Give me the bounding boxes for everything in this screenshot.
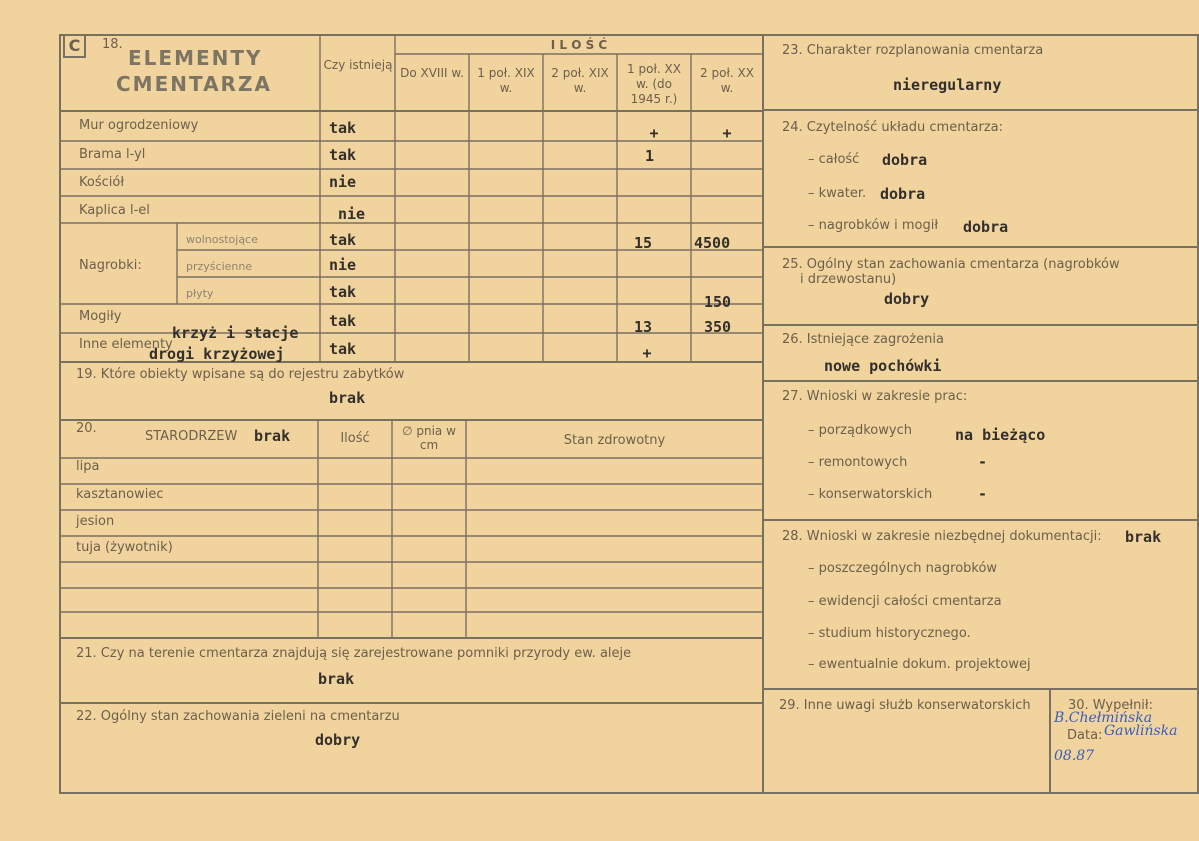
nagrobki-label: Nagrobki: [79, 258, 142, 273]
trees-col-header: Stan zdrowotny [563, 433, 666, 448]
row-label: wolnostojące [186, 233, 258, 246]
row-label: Mur ogrodzeniowy [79, 118, 199, 133]
tree-species: jesion [76, 514, 115, 529]
layout-character-value: nieregularny [893, 76, 1002, 94]
row-label: Kaplica l-el [79, 203, 150, 218]
other-typed-line2: drogi krzyżowej [149, 345, 285, 363]
works-item-value: na bieżąco [955, 426, 1046, 444]
monuments-value: brak [318, 670, 355, 688]
period-header: 1 poł. XX w. (do 1945 r.) [627, 62, 681, 106]
trees-col-header: Ilość [340, 431, 370, 446]
other-typed-line1: krzyż i stacje [172, 324, 299, 342]
period-header: 2 poł. XX w. [700, 66, 754, 95]
row-label: Kościół [79, 175, 125, 190]
row-label: Brama l-yl [79, 147, 146, 162]
quantity-value: 150 [704, 293, 732, 311]
period-header: Do XVIII w. [400, 66, 464, 80]
tree-species: lipa [76, 459, 100, 474]
date-label: Data: [1067, 728, 1103, 743]
readability-label: 24. Czytelność układu cmentarza: [782, 120, 1004, 135]
trees-col-header: ∅ pnia w cm [402, 424, 456, 452]
registry-value: brak [329, 389, 366, 407]
exists-header: Czy istnieją [323, 58, 393, 72]
readability-item-label: – nagrobków i mogił [808, 218, 939, 233]
works-item-value: - [978, 453, 988, 471]
layout-character-label: 23. Charakter rozplanowania cmentarza [782, 43, 1044, 58]
date-value: 08.87 [1054, 748, 1095, 764]
old-trees-value: brak [254, 427, 291, 445]
threats-value: nowe pochówki [824, 357, 942, 375]
quantity-value: + [722, 124, 732, 142]
readability-item-value: dobra [882, 151, 928, 169]
works-item-label: – porządkowych [808, 423, 912, 438]
quantity-value: 4500 [694, 234, 731, 252]
period-header: 1 poł. XIX w. [477, 66, 535, 95]
quantity-value: 15 [634, 234, 653, 252]
row-label: płyty [186, 287, 214, 300]
works-item-label: – remontowych [808, 455, 908, 470]
row-label: przyścienne [186, 260, 253, 273]
works-item-label: – konserwatorskich [808, 487, 933, 502]
documentation-value: brak [1125, 528, 1162, 546]
exists-value: tak [329, 119, 357, 137]
title-line1: ELEMENTY [128, 46, 263, 70]
exists-value: tak [329, 312, 357, 330]
exists-value: nie [338, 205, 366, 223]
threats-label: 26. Istniejące zagrożenia [782, 332, 944, 347]
old-trees-number: 20. [76, 421, 97, 436]
row-label: Inne elementy [79, 337, 173, 352]
readability-item-value: dobra [963, 218, 1009, 236]
title-line2: CMENTARZA [116, 72, 272, 96]
section-number-18: 18. [102, 37, 123, 52]
condition-label: 25. Ogólny stan zachowania cmentarza (nagrobków [782, 257, 1120, 272]
readability-item-label: – kwater. [808, 186, 867, 201]
documentation-item: – studium historycznego. [808, 626, 971, 641]
readability-item-value: dobra [880, 185, 926, 203]
condition-label-line2: i drzewostanu) [800, 272, 897, 287]
condition-value: dobry [884, 290, 930, 308]
exists-value: nie [329, 256, 357, 274]
quantity-value: 1 [645, 147, 655, 165]
remarks-label: 29. Inne uwagi służb konserwatorskich [779, 698, 1031, 713]
registry-label: 19. Które obiekty wpisane są do rejestru zabytków [76, 367, 405, 382]
exists-value: tak [329, 340, 357, 358]
documentation-item: – poszczególnych nagrobków [808, 561, 998, 576]
old-trees-label: STARODRZEW [145, 429, 238, 444]
monuments-label: 21. Czy na terenie cmentarza znajdują się zarejestrowane pomniki przyrody ew. aleje [76, 646, 632, 661]
quantity-value: 350 [704, 318, 732, 336]
works-label: 27. Wnioski w zakresie prac: [782, 389, 968, 404]
quantity-value: + [649, 124, 659, 142]
row-label: Mogiły [79, 309, 122, 324]
works-item-value: - [978, 485, 988, 503]
greenery-value: dobry [315, 731, 361, 749]
date-signature: Gawlińska [1104, 723, 1178, 739]
quantity-value: 13 [634, 318, 653, 336]
documentation-item: – ewidencji całości cmentarza [808, 594, 1002, 609]
filled-by-label: 30. Wypełnił: [1068, 698, 1153, 713]
category-box: C [63, 34, 86, 58]
period-header: 2 poł. XIX w. [551, 66, 609, 95]
exists-value: nie [329, 173, 357, 191]
readability-item-label: – całość [808, 152, 860, 167]
tree-species: tuja (żywotnik) [76, 540, 173, 555]
quantity-header: I L O Ś Ć [550, 38, 608, 52]
greenery-label: 22. Ogólny stan zachowania zieleni na cmentarzu [76, 709, 400, 724]
exists-value: tak [329, 231, 357, 249]
exists-value: tak [329, 146, 357, 164]
exists-value: tak [329, 283, 357, 301]
quantity-value: + [642, 344, 652, 362]
documentation-item: – ewentualnie dokum. projektowej [808, 657, 1031, 672]
documentation-label: 28. Wnioski w zakresie niezbędnej dokumentacji: [782, 529, 1102, 544]
tree-species: kasztanowiec [76, 487, 164, 502]
filled-by-signature: B.Chełmińska [1054, 710, 1153, 726]
